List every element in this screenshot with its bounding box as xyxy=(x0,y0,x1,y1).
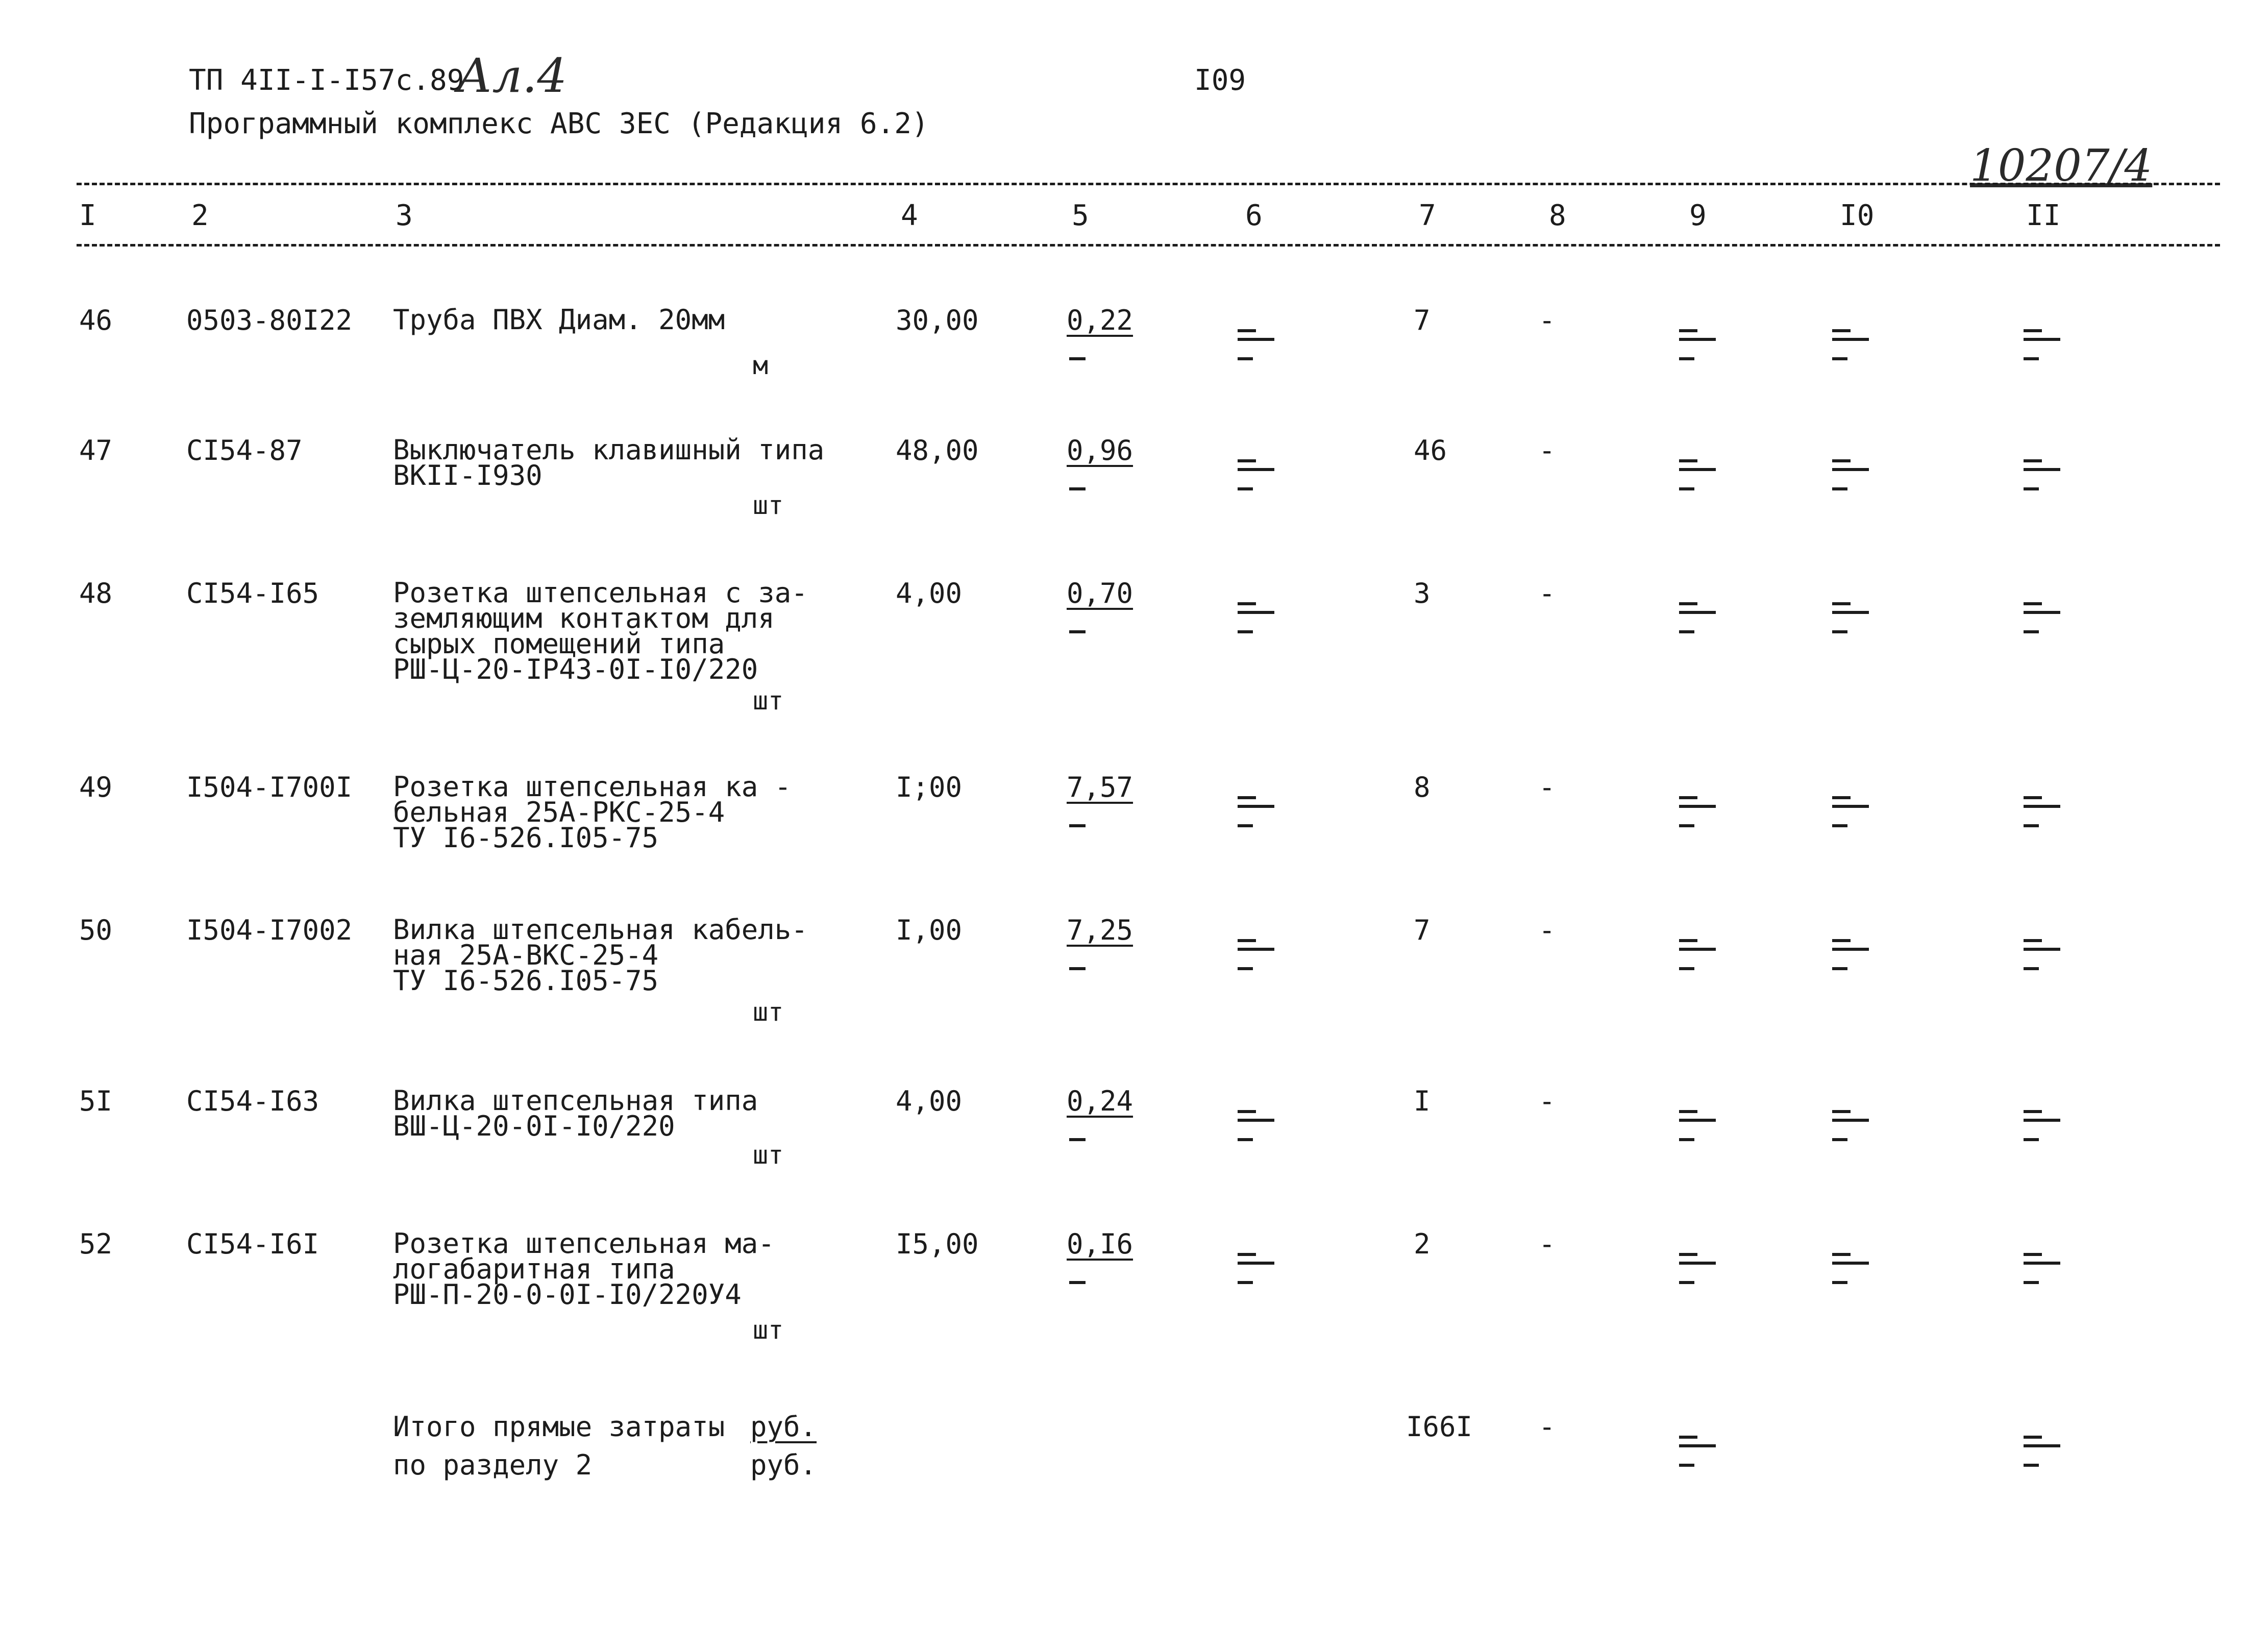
labor-value: 46 xyxy=(1414,434,1447,466)
empty-cell-dash xyxy=(1238,487,1253,490)
item-description: Труба ПВХ Диам. 20мм xyxy=(393,304,725,336)
item-description: Вилка штепсельная кабель- ная 25А-ВКС-25-4 ТУ I6-526.I05-75 xyxy=(393,914,808,997)
empty-cell-dash xyxy=(2024,487,2039,490)
empty-cell-dash xyxy=(1832,1138,1847,1141)
totals-labor-value: I66I xyxy=(1406,1411,1473,1443)
quantity: 48,00 xyxy=(896,434,979,466)
column-number: I0 xyxy=(1840,199,1875,232)
empty-cell-dash xyxy=(1238,468,1274,471)
empty-cell-dash xyxy=(1238,329,1256,332)
empty-cell-dash xyxy=(1679,1444,1716,1447)
empty-cell-dash xyxy=(1238,630,1253,633)
empty-cell-dash xyxy=(1238,939,1256,942)
empty-cell-dash xyxy=(2024,1262,2060,1265)
empty-cell-dash xyxy=(1679,1138,1694,1141)
empty-cell-dash xyxy=(2024,1119,2060,1122)
row-number: 5I xyxy=(79,1085,113,1117)
empty-cell-dash xyxy=(1238,967,1253,970)
empty-cell-dash xyxy=(1832,1281,1847,1284)
empty-cell-dash xyxy=(1679,1281,1694,1284)
column-8-value: - xyxy=(1539,577,1556,609)
unit-of-measure: шт xyxy=(753,997,784,1027)
empty-cell-dash xyxy=(1679,468,1716,471)
empty-cell-dash xyxy=(1238,1262,1274,1265)
empty-cell-dash xyxy=(2024,824,2039,827)
totals-column-8-value: - xyxy=(1539,1411,1556,1443)
empty-cell-dash xyxy=(1832,338,1869,341)
handwritten-album-mark: Ал.4 xyxy=(457,48,568,103)
column-number: 9 xyxy=(1689,199,1707,232)
program-line: Программный комплекс АВС 3ЕС (Редакция 6.2) xyxy=(189,107,929,140)
column-8-value: - xyxy=(1539,434,1556,466)
empty-cell-dash xyxy=(2024,1436,2042,1439)
empty-cell-dash xyxy=(1679,948,1716,951)
quantity: 4,00 xyxy=(896,1085,963,1117)
resource-code: I504-I700I xyxy=(186,771,353,803)
empty-cell-dash xyxy=(1832,459,1851,462)
empty-cell-dash xyxy=(1679,1262,1716,1265)
empty-cell-dash xyxy=(1679,805,1716,808)
column-number: 2 xyxy=(191,199,209,232)
item-description: Розетка штепсельная ма- логабаритная типа РШ-П-20-0-0I-I0/220У4 xyxy=(393,1227,775,1311)
empty-cell-dash xyxy=(1238,1281,1253,1284)
quantity: I,00 xyxy=(896,914,963,946)
empty-cell-dash xyxy=(1238,796,1256,799)
labor-value: 2 xyxy=(1414,1228,1431,1260)
empty-cell-dash xyxy=(1679,939,1697,942)
empty-cell-dash xyxy=(1679,611,1716,614)
empty-cell-dash xyxy=(1238,611,1274,614)
empty-cell-dash xyxy=(2024,939,2042,942)
empty-cell-dash xyxy=(1238,1253,1256,1256)
empty-cell-dash xyxy=(2024,329,2042,332)
labor-value: I xyxy=(1414,1085,1431,1117)
empty-cell-dash xyxy=(2024,1281,2039,1284)
empty-cell-dash xyxy=(1679,459,1697,462)
page-number: I09 xyxy=(1194,64,1246,97)
price-denominator-dash xyxy=(1069,357,1086,360)
header-rule-bottom xyxy=(77,244,2220,247)
empty-cell-dash xyxy=(1679,1253,1697,1256)
column-number: II xyxy=(2026,199,2061,232)
empty-cell-dash xyxy=(1238,805,1274,808)
empty-cell-dash xyxy=(1679,338,1716,341)
item-description: Вилка штепсельная типа ВШ-Ц-20-0I-I0/220 xyxy=(393,1085,758,1142)
unit-price: 0,70 xyxy=(1067,577,1133,609)
column-number: 5 xyxy=(1072,199,1089,232)
column-8-value: - xyxy=(1539,1228,1556,1260)
totals-unit-line1: руб. xyxy=(750,1411,817,1443)
totals-label-line1: Итого прямые затраты xyxy=(393,1411,725,1443)
empty-cell-dash xyxy=(1238,948,1274,951)
item-description: Розетка штепсельная с за- земляющим контактом для сырых помещений типа РШ-Ц-20-IР43-0I-I0/220 xyxy=(393,577,808,685)
row-number: 47 xyxy=(79,434,113,466)
row-number: 52 xyxy=(79,1228,113,1260)
price-denominator-dash xyxy=(1069,1138,1086,1141)
empty-cell-dash xyxy=(1238,357,1253,360)
quantity: 30,00 xyxy=(896,304,979,336)
price-denominator-dash xyxy=(1069,1281,1086,1284)
empty-cell-dash xyxy=(2024,459,2042,462)
totals-label-line2: по разделу 2 xyxy=(393,1449,593,1481)
quantity: I;00 xyxy=(896,771,963,803)
empty-cell-dash xyxy=(2024,948,2060,951)
empty-cell-dash xyxy=(2024,1253,2042,1256)
empty-cell-dash xyxy=(1238,459,1256,462)
resource-code: I504-I7002 xyxy=(186,914,353,946)
empty-cell-dash xyxy=(1679,967,1694,970)
empty-cell-dash xyxy=(1832,1110,1851,1113)
empty-cell-dash xyxy=(1679,357,1694,360)
empty-cell-dash xyxy=(2024,1110,2042,1113)
row-number: 48 xyxy=(79,577,113,609)
unit-of-measure: шт xyxy=(753,1140,784,1170)
unit-of-measure: шт xyxy=(753,1315,784,1345)
empty-cell-dash xyxy=(1238,824,1253,827)
price-denominator-dash xyxy=(1069,630,1086,633)
price-denominator-dash xyxy=(1069,487,1086,490)
column-8-value: - xyxy=(1539,304,1556,336)
column-8-value: - xyxy=(1539,771,1556,803)
column-number: I xyxy=(79,199,96,232)
empty-cell-dash xyxy=(2024,338,2060,341)
empty-cell-dash xyxy=(2024,1464,2039,1467)
empty-cell-dash xyxy=(2024,1444,2060,1447)
empty-cell-dash xyxy=(1832,468,1869,471)
empty-cell-dash xyxy=(1832,948,1869,951)
resource-code: СI54-I63 xyxy=(186,1085,319,1117)
empty-cell-dash xyxy=(2024,357,2039,360)
empty-cell-dash xyxy=(2024,805,2060,808)
quantity: 4,00 xyxy=(896,577,963,609)
empty-cell-dash xyxy=(1679,1464,1694,1467)
column-number: 4 xyxy=(901,199,918,232)
price-denominator-dash xyxy=(1069,967,1086,970)
empty-cell-dash xyxy=(1832,1119,1869,1122)
empty-cell-dash xyxy=(1238,1110,1256,1113)
column-8-value: - xyxy=(1539,1085,1556,1117)
column-number: 3 xyxy=(396,199,413,232)
unit-price: 0,I6 xyxy=(1067,1228,1133,1260)
labor-value: 7 xyxy=(1414,304,1431,336)
empty-cell-dash xyxy=(1679,1110,1697,1113)
resource-code: СI54-I6I xyxy=(186,1228,319,1260)
empty-cell-dash xyxy=(1832,805,1869,808)
resource-code: СI54-I65 xyxy=(186,577,319,609)
resource-code: СI54-87 xyxy=(186,434,303,466)
empty-cell-dash xyxy=(1832,1253,1851,1256)
empty-cell-dash xyxy=(1832,1262,1869,1265)
item-description: Выключатель клавишный типа ВКII-I930 xyxy=(393,434,825,491)
empty-cell-dash xyxy=(1238,602,1256,605)
empty-cell-dash xyxy=(1679,1119,1716,1122)
empty-cell-dash xyxy=(2024,967,2039,970)
empty-cell-dash xyxy=(1679,602,1697,605)
item-description: Розетка штепсельная ка - бельная 25А-РКС-25-4 ТУ I6-526.I05-75 xyxy=(393,771,792,854)
empty-cell-dash xyxy=(1832,357,1847,360)
labor-value: 3 xyxy=(1414,577,1431,609)
empty-cell-dash xyxy=(1238,1119,1274,1122)
empty-cell-dash xyxy=(1832,967,1847,970)
unit-of-measure: шт xyxy=(753,686,784,716)
handwritten-sheet-number: 10207/4 xyxy=(1970,140,2153,191)
resource-code: 0503-80I22 xyxy=(186,304,353,336)
document-code: ТП 4II-I-I57с.89 xyxy=(189,64,464,97)
empty-cell-dash xyxy=(1832,796,1851,799)
empty-cell-dash xyxy=(1679,824,1694,827)
price-denominator-dash xyxy=(1069,824,1086,827)
empty-cell-dash xyxy=(1832,487,1847,490)
empty-cell-dash xyxy=(2024,1138,2039,1141)
empty-cell-dash xyxy=(1679,329,1697,332)
labor-value: 7 xyxy=(1414,914,1431,946)
empty-cell-dash xyxy=(2024,468,2060,471)
column-number: 7 xyxy=(1419,199,1436,232)
empty-cell-dash xyxy=(1679,630,1694,633)
empty-cell-dash xyxy=(1679,796,1697,799)
empty-cell-dash xyxy=(1679,1436,1697,1439)
unit-price: 7,25 xyxy=(1067,914,1133,946)
empty-cell-dash xyxy=(1832,630,1847,633)
unit-of-measure: шт xyxy=(753,490,784,520)
empty-cell-dash xyxy=(1238,338,1274,341)
totals-unit-line2: руб. xyxy=(750,1449,817,1481)
empty-cell-dash xyxy=(2024,796,2042,799)
column-8-value: - xyxy=(1539,914,1556,946)
labor-value: 8 xyxy=(1414,771,1431,803)
unit-price: 7,57 xyxy=(1067,771,1133,803)
empty-cell-dash xyxy=(2024,611,2060,614)
row-number: 49 xyxy=(79,771,113,803)
row-number: 46 xyxy=(79,304,113,336)
row-number: 50 xyxy=(79,914,113,946)
empty-cell-dash xyxy=(1832,329,1851,332)
empty-cell-dash xyxy=(2024,602,2042,605)
empty-cell-dash xyxy=(1832,939,1851,942)
empty-cell-dash xyxy=(2024,630,2039,633)
empty-cell-dash xyxy=(1238,1138,1253,1141)
unit-price: 0,22 xyxy=(1067,304,1133,336)
empty-cell-dash xyxy=(1679,487,1694,490)
empty-cell-dash xyxy=(1832,611,1869,614)
unit-price: 0,24 xyxy=(1067,1085,1133,1117)
empty-cell-dash xyxy=(1832,602,1851,605)
unit-of-measure: м xyxy=(753,351,769,380)
column-number: 8 xyxy=(1549,199,1566,232)
column-number: 6 xyxy=(1245,199,1263,232)
header-rule-top xyxy=(77,183,2220,185)
quantity: I5,00 xyxy=(896,1228,979,1260)
unit-price: 0,96 xyxy=(1067,434,1133,466)
empty-cell-dash xyxy=(1832,824,1847,827)
